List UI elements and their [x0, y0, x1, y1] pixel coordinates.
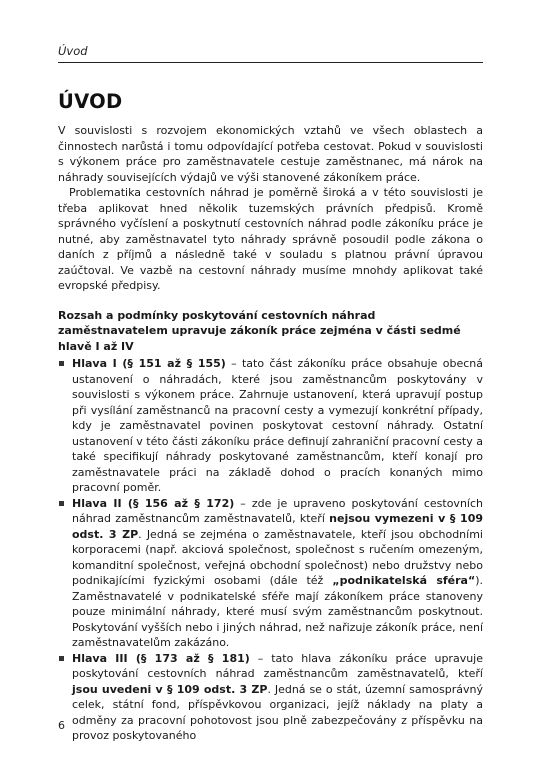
list-item-label: Hlava III (§ 173 až § 181) [72, 651, 250, 665]
section-heading: Rozsah a podmínky poskytování cestovních náhrad zaměstnavatelem upravuje zákoník práce zejména v části sedmé hlavě I až IV [58, 308, 461, 353]
list-item-hlava-2 [58, 496, 483, 651]
square-bullet-icon [59, 361, 64, 366]
paragraph-intro: V souvislosti s rozvojem ekonomických vztahů ve všech oblastech a činnostech narůstá i tomu odpovídající potřeba cestovat. Pokud v souvislosti s výkonem práce pro zaměstnavatele cestuje zaměstnanec, má nárok na náhrady souvisejících výdajů ve výši stanovené zákoníkem práce. [58, 124, 483, 184]
list-item-emphasis: nejsou vymezeni v § 109 odst. 3 ZP [72, 512, 483, 541]
list-item-text: . Jedná se o stát, územní samosprávný celek, státní fond, příspěvkovou organizaci, jejíž náklady na platy a odměny za pracovní pohotovost jsou plně zabezpečovány z příspěvku na provoz poskytovaného [72, 682, 483, 742]
body-text [58, 123, 483, 744]
list-item-emphasis: jsou uvedeni v § 109 odst. 3 ZP [72, 682, 268, 696]
list-item-emphasis: „podnikatelská sféra“ [332, 574, 476, 587]
page-number: 6 [58, 719, 65, 732]
paragraph-problematika: Problematika cestovních náhrad je poměrně široká a v této souvislosti je třeba aplikovat hned několik tuzemských právních předpisů. Kromě správného vyčíslení a poskytnutí cestovních náhrad podle zákoníku práce je nutné, aby zaměstnavatel tyto náhrady správně posoudil podle zákona o daních z příjmů a následně také v souladu s platnou právní úpravou zaúčtoval. Ve vazbě na cestovní náhrady musíme mnohdy aplikovat také evropské předpisy. [58, 186, 483, 292]
chapter-title: ÚVOD [58, 90, 123, 113]
list-item-hlava-3 [58, 651, 483, 744]
running-head: Úvod [58, 44, 88, 58]
list-item-text: ). Zaměstnavatelé v podnikatelské sféře mají zákoníkem práce stanoveny pouze minimální náhrady, které musí svým zaměstnancům poskytnout. Poskytování vyšších nebo i jiných náhrad, než nařizuje zákoník práce, není zaměstnavatelům zakázáno. [72, 574, 483, 649]
list-item-label: Hlava I (§ 151 až § 155) [72, 357, 226, 370]
list-item-label: Hlava II (§ 156 až § 172) [72, 496, 235, 510]
list-item-text: . Jedná se zejména o zaměstnavatele, kteří jsou obchodními korporacemi (např. akciová společnost, společnost s ručením omezeným, komanditní společnost, veřejná obchodní společnost) nebo družstvy nebo podnikajícími fyzickými osobami (dále též [72, 527, 483, 587]
square-bullet-icon [59, 656, 64, 661]
square-bullet-icon [59, 501, 64, 506]
list-item-hlava-1 [58, 356, 483, 496]
list-item-text: – tato část zákoníku práce obsahuje obecná ustanovení o náhradách, které jsou zaměstnancům poskytovány v souvislosti s výkonem práce. Zahrnuje ustanovení, která upravují postup při vysílání zaměstnanců na pracovní cesty a vymezují konkrétní případy, kdy je zaměstnavatel povinen poskytovat cestovní náhrady. Ostatní ustanovení v této části zákoníku práce definují zahraniční pracovní cesty a také specifikují náhrady poskytované zaměstnancům, kteří konají pro zaměstnavatele práci na základě dohod o pracích konaných mimo pracovní poměr. [72, 357, 483, 494]
list-item-text: – zde je upraveno poskytování cestovních náhrad zaměstnancům zaměstnavatelů, kteří [72, 496, 483, 525]
bullet-list [58, 356, 483, 744]
header-rule [58, 62, 483, 63]
list-item-text: – tato hlava zákoníku práce upravuje poskytování cestovních náhrad zaměstnancům zaměstnavatelů, kteří [72, 651, 483, 680]
